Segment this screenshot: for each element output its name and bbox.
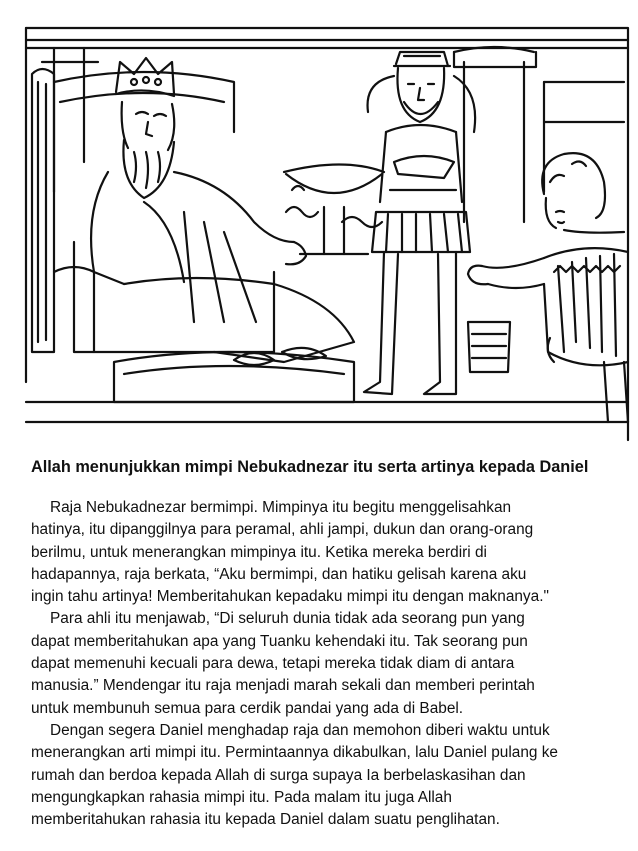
text-line: Raja Nebukadnezar bermimpi. Mimpinya itu begitu menggelisahkan (50, 499, 512, 516)
text-line: dapat memberitahukan apa yang Tuanku kehendaki itu. Tak seorang pun (31, 632, 528, 650)
story-text (31, 497, 631, 831)
text-line: hadapannya, raja berkata, “Aku bermimpi, dan hatiku gelisah karena aku (31, 565, 527, 583)
text-line: mengungkapkan rahasia mimpi itu. Pada malam itu juga Allah (31, 788, 452, 806)
text-line: memberitahukan rahasia itu kepada Daniel dalam suatu penglihatan. (31, 811, 500, 829)
text-line: berilmu, untuk menerangkan mimpinya itu. Ketika mereka berdiri di (31, 543, 487, 561)
paragraph-3 (31, 720, 631, 831)
text-line: untuk membunuh semua para cerdik pandai yang ada di Babel. (31, 699, 464, 717)
text-line: Para ahli itu menjawab, “Di seluruh dunia tidak ada seorang pun yang (50, 610, 525, 628)
text-line: menerangkan arti mimpi itu. Permintaannya dikabulkan, lalu Daniel pulang ke (31, 744, 558, 762)
daniel-figure (468, 153, 628, 422)
page-title: Allah menunjukkan mimpi Nebukadnezar itu serta artinya kepada Daniel (31, 458, 589, 476)
text-line: dapat memenuhi kecuali para dewa, tetapi mereka tidak diam di antara (31, 655, 515, 673)
text-line: manusia.” Mendengar itu raja menjadi marah sekali dan memberi perintah (31, 677, 535, 695)
text-line: ingin tahu artinya! Memberitahukan kepadaku mimpi itu dengan maknanya." (31, 588, 549, 606)
paragraph-2 (31, 608, 631, 719)
text-line: hatinya, itu dipanggilnya para peramal, ahli jampi, dukun dan orang-orang (31, 521, 534, 539)
paragraph-1 (31, 497, 631, 608)
basket (468, 322, 510, 372)
text-line: rumah dan berdoa kepada Allah di surga supaya Ia berbelaskasihan dan (31, 766, 526, 784)
throne (32, 69, 354, 402)
coloring-illustration (24, 22, 632, 442)
king-figure (91, 58, 354, 365)
text-line: Dengan segera Daniel menghadap raja dan memohon diberi waktu untuk (50, 721, 550, 739)
